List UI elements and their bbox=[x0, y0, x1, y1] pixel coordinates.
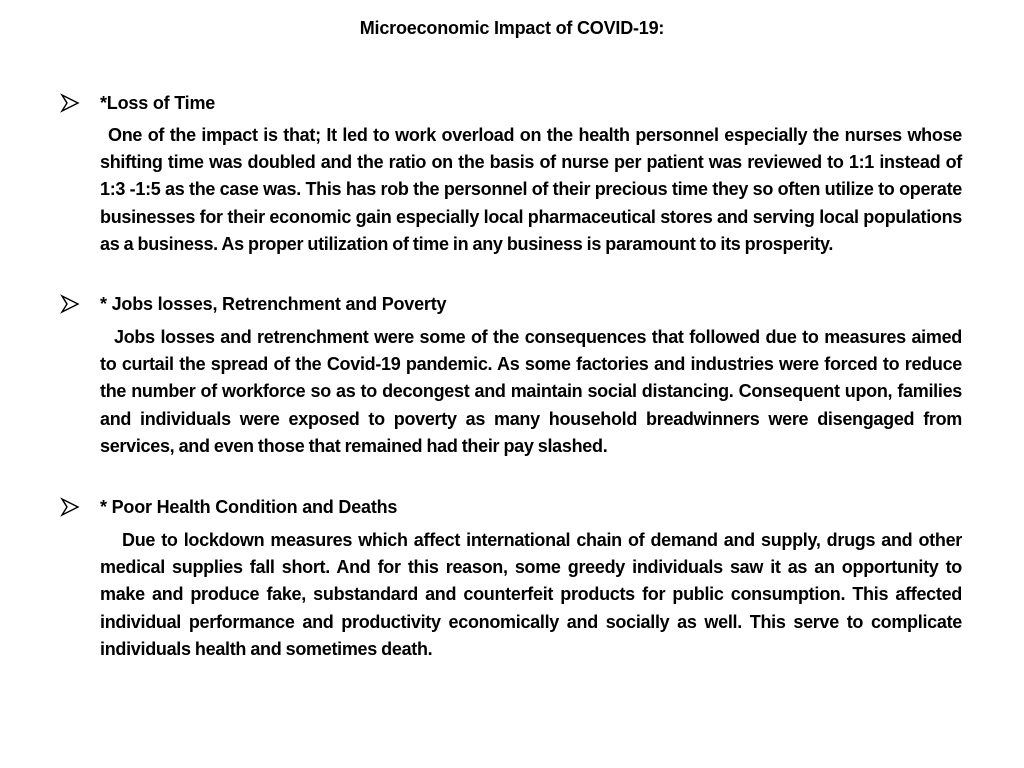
arrow-bullet-icon bbox=[60, 497, 80, 517]
section-paragraph-jobs-losses: Jobs losses and retrenchment were some of the consequences that followed due to measures aimed to curtail the spread of the Covid-19 pandemic. As some factories and industries were forced to reduce the number of workforce so as to decongest and maintain social distancing. Consequent upon, families and individuals were exposed to poverty as many household breadwinners were disengaged from services, and even those that remained had their pay slashed. bbox=[100, 327, 962, 456]
section-paragraph-loss-of-time: One of the impact is that; It led to work overload on the health personnel especially the nurses whose shifting time was doubled and the ratio on the basis of nurse per patient was reviewed to 1:1 instead of 1:3 -1:5 as the case was. This has rob the personnel of their precious time they so often utilize to operate businesses for their economic gain especially local pharmaceutical stores and serving local populations as a business. As proper utilization of time in any business is paramount to its prosperity. bbox=[100, 125, 962, 254]
section-heading-loss-of-time bbox=[60, 91, 215, 115]
section-heading-text: *Loss of Time bbox=[100, 92, 216, 113]
arrow-bullet-icon bbox=[60, 294, 80, 314]
section-heading-text: * Jobs losses, Retrenchment and Poverty bbox=[100, 293, 447, 314]
section-paragraph-poor-health: Due to lockdown measures which affect international chain of demand and supply, drugs and other medical supplies fall short. And for this reason, some greedy individuals saw it as an opportunity to make and produce fake, substandard and counterfeit products for public consumption. This affected individual performance and productivity economically and socially as well. This serve to complicate individuals health and sometimes death. bbox=[100, 530, 962, 659]
section-heading-poor-health bbox=[60, 495, 397, 519]
section-heading-text: * Poor Health Condition and Deaths bbox=[100, 496, 398, 517]
arrow-bullet-icon bbox=[60, 93, 80, 113]
page-title: Microeconomic Impact of COVID-19: bbox=[359, 18, 665, 38]
section-heading-jobs-losses bbox=[60, 292, 446, 316]
